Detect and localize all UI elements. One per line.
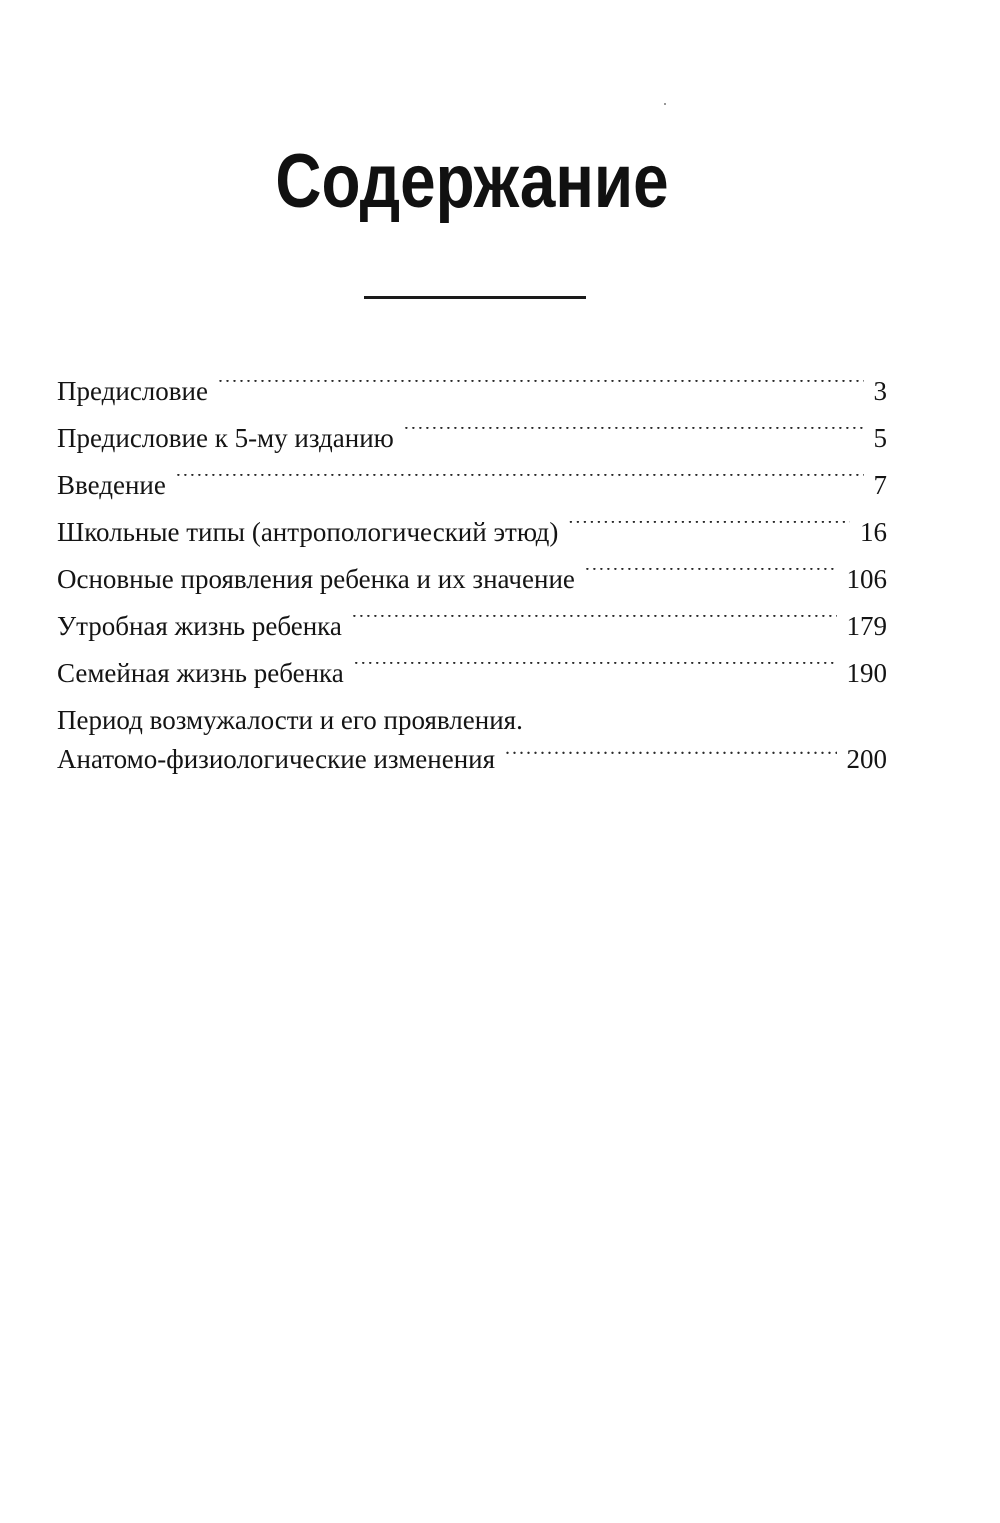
toc-entry[interactable] bbox=[57, 368, 887, 415]
toc-entry[interactable] bbox=[57, 556, 887, 603]
toc-page-number: 16 bbox=[860, 517, 887, 547]
table-of-contents bbox=[57, 368, 887, 779]
toc-page-number: 190 bbox=[846, 658, 887, 688]
toc-entry-title: Введение bbox=[57, 470, 166, 500]
toc-page-number: 179 bbox=[846, 611, 887, 641]
page-title: Содержание bbox=[275, 139, 669, 224]
toc-page-number: 5 bbox=[873, 423, 887, 453]
toc-page-number: 106 bbox=[846, 564, 887, 594]
toc-dot-leader bbox=[505, 748, 836, 768]
toc-entry-title: Утробная жизнь ребенка bbox=[57, 611, 342, 641]
title-divider bbox=[364, 296, 586, 299]
toc-entry-title: Предисловие к 5-му изданию bbox=[57, 423, 394, 453]
toc-entry-title: Семейная жизнь ребенка bbox=[57, 658, 344, 688]
toc-entry[interactable] bbox=[57, 415, 887, 462]
toc-entry-title: Основные проявления ребенка и их значение bbox=[57, 564, 575, 594]
toc-dot-leader bbox=[354, 662, 837, 682]
toc-page-number: 7 bbox=[873, 470, 887, 500]
toc-dot-leader bbox=[404, 427, 864, 447]
toc-entry-title-line1: Период возмужалости и его проявления. bbox=[57, 705, 523, 735]
toc-dot-leader bbox=[568, 521, 850, 541]
toc-page-number: 200 bbox=[846, 744, 887, 774]
toc-dot-leader bbox=[176, 474, 864, 494]
toc-entry-title: Анатомо-физиологические изменения bbox=[57, 744, 496, 774]
toc-entry[interactable] bbox=[57, 509, 887, 556]
toc-dot-leader bbox=[585, 568, 837, 588]
toc-entry[interactable] bbox=[57, 650, 887, 697]
toc-entry[interactable] bbox=[57, 701, 887, 779]
toc-entry[interactable] bbox=[57, 603, 887, 650]
toc-entry-title: Предисловие bbox=[57, 376, 208, 406]
scan-speck bbox=[664, 103, 666, 105]
toc-entry[interactable] bbox=[57, 462, 887, 509]
toc-dot-leader bbox=[352, 615, 837, 635]
toc-page-number: 3 bbox=[873, 376, 887, 406]
toc-dot-leader bbox=[218, 380, 864, 400]
toc-entry-title: Школьные типы (антропологический этюд) bbox=[57, 517, 559, 547]
